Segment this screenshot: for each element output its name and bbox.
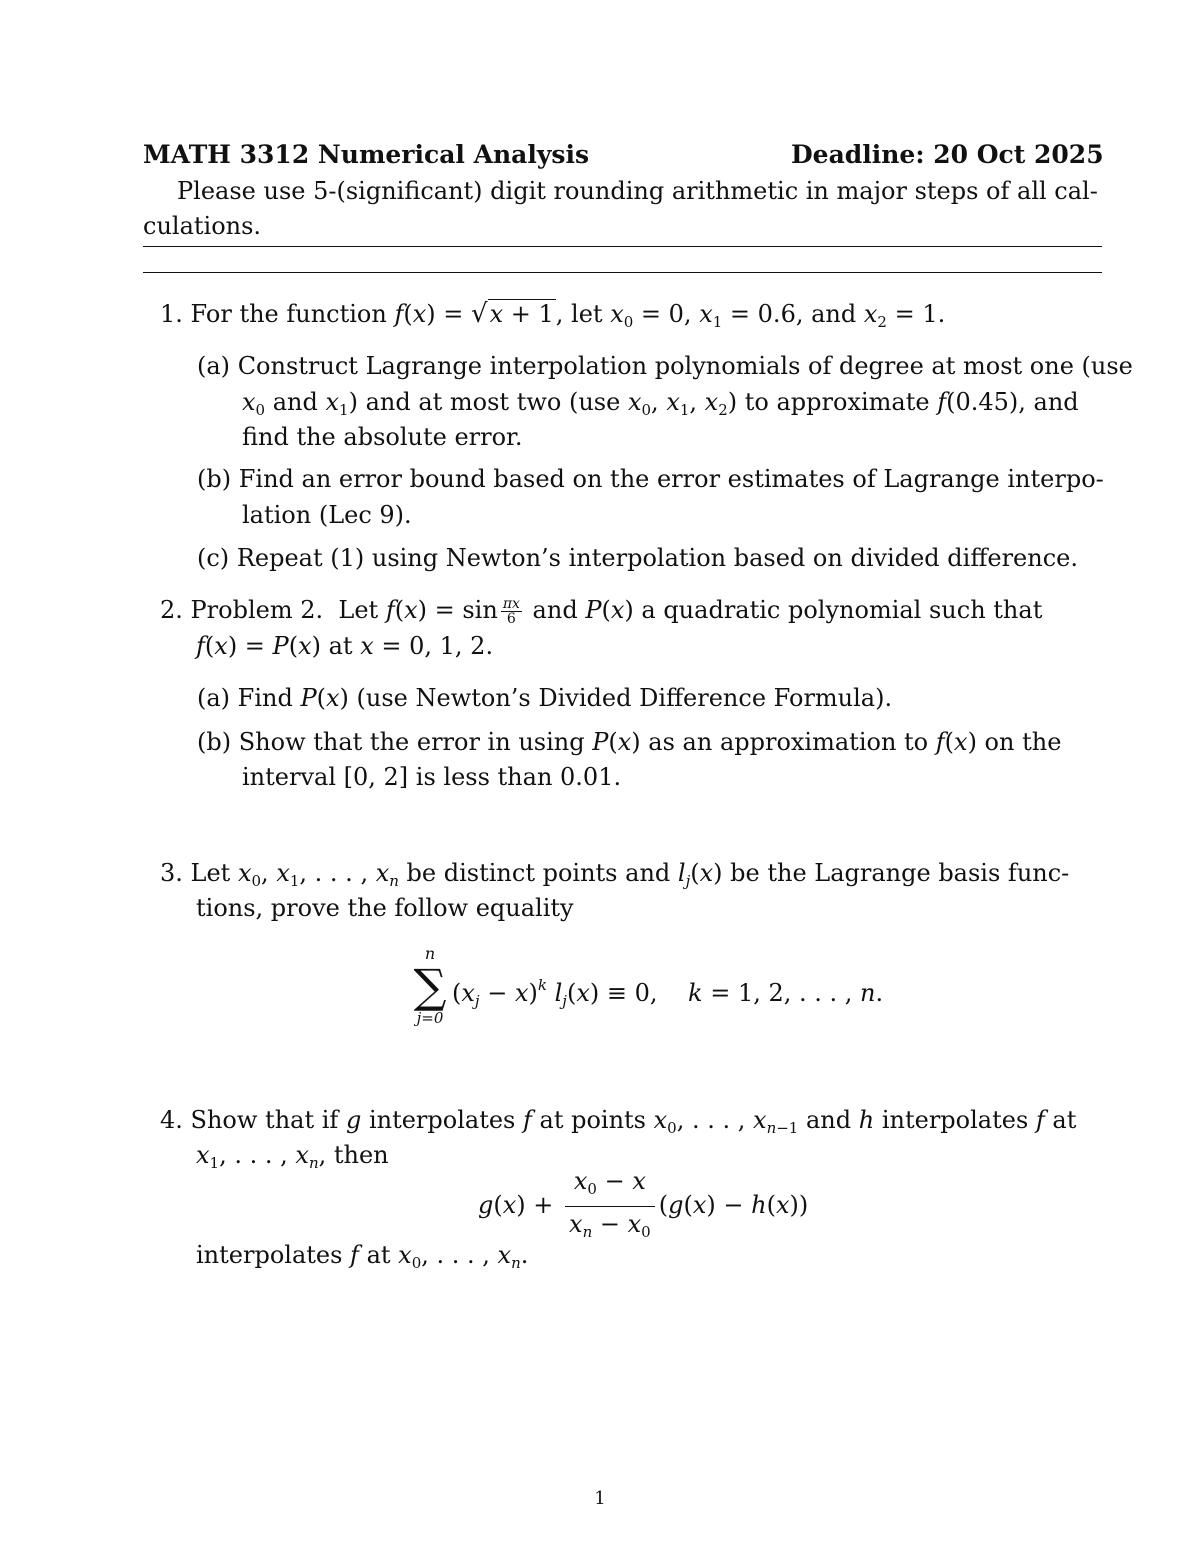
problem-2b-line-2: interval [0, 2] is less than 0.01. xyxy=(242,763,622,791)
problem-3-number: 3. xyxy=(160,859,183,887)
problem-2b-line-1: (b) Show that the error in using P(x) as an approximation to f(x) on the xyxy=(197,728,1062,756)
problem-3-line-1: 3. Let $x_0$, $x_1$, . . . , $x_n$ be distinct points and $l_j(x)$ be the Lagrange basis func- xyxy=(160,859,1070,890)
problem-2-line-2: f(x) = P(x) at x = 0, 1, 2. xyxy=(196,632,494,660)
problem-2a-line-1: (a) Find P(x) (use Newton’s Divided Difference Formula). xyxy=(197,684,893,712)
summation-symbol: n ∑ j=0 xyxy=(413,944,447,1027)
problem-2a-label: (a) xyxy=(197,684,231,712)
problem-1b-line-2: lation (Lec 9). xyxy=(242,501,412,529)
problem-1b-label: (b) xyxy=(197,465,232,493)
problem-4-number: 4. xyxy=(160,1106,183,1134)
problem-4-equation: g(x) + $\frac{x_0 - x}{x_n - x_0}$ (g(x) − h(x)) xyxy=(478,1166,808,1247)
problem-2-number: 2. xyxy=(160,596,183,624)
header-rule-bottom xyxy=(143,272,1102,273)
problem-1c-line-1 xyxy=(197,543,1078,573)
problem-1a-text: Construct Lagrange interpolation polynomials of degree at most one (use xyxy=(237,352,1133,380)
problem-1b-line-1 xyxy=(197,464,1104,494)
sqrt-symbol: √x + 1 xyxy=(471,299,554,329)
deadline: Deadline: 20 Oct 2025 xyxy=(791,140,1104,169)
problem-1a-line-1 xyxy=(197,351,1133,381)
course-title: MATH 3312 Numerical Analysis xyxy=(143,140,590,169)
problem-1a-label: (a) xyxy=(197,352,231,380)
problem-4-line-2: $x_1$, . . . , $x_n$, then xyxy=(196,1141,389,1172)
problem-4-line-3: interpolates f at $x_0$, . . . , $x_n$. xyxy=(196,1241,529,1272)
problem-2-line-1: 2. Problem 2. Let f(x) = sin $\frac{\pi x}{6}$ and P(x) a quadratic polynomial such that xyxy=(160,596,1043,627)
problem-4-fraction: $\frac{x_0 - x}{x_n - x_0}$ xyxy=(565,1166,655,1247)
instruction-line-1: Please use 5-(significant) digit rounding arithmetic in major steps of all cal- xyxy=(177,177,1098,205)
problem-1b-text: Find an error bound based on the error estimates of Lagrange interpo- xyxy=(238,465,1104,493)
problem-1a-line-3: find the absolute error. xyxy=(242,423,523,451)
problem-1a-line-2: $x_0$ and $x_1$) and at most two (use $x_0$, $x_1$, $x_2$) to approximate f(0.45), and xyxy=(242,388,1079,419)
problem-2b-label: (b) xyxy=(197,728,232,756)
problem-1-stem: 1. For the function f(x) = √x + 1, let $x_0 = 0$, $x_1 = 0.6$, and $x_2 = 1$. xyxy=(160,299,946,331)
problem-3-line-2: tions, prove the follow equality xyxy=(196,894,574,922)
problem-1c-text: Repeat (1) using Newton’s interpolation based on divided difference. xyxy=(236,544,1078,572)
pi-x-over-6-fraction: $\frac{\pi x}{6}$ xyxy=(502,596,520,627)
page-number: 1 xyxy=(594,1488,606,1509)
problem-1-stem-prefix: For the function xyxy=(190,300,395,328)
problem-3-equation: $(x_j - x)^k$ $l_j(x) \equiv 0$, k = 1, 2, . . . , n. xyxy=(452,976,884,1010)
instruction-line-2: culations. xyxy=(143,212,262,240)
problem-4-line-1: 4. Show that if g interpolates f at points $x_0$, . . . , $x_{n-1}$ and h interpolates f at xyxy=(160,1106,1077,1137)
problem-1-number: 1. xyxy=(160,300,183,328)
problem-1c-label: (c) xyxy=(197,544,230,572)
header-rule-top xyxy=(143,246,1102,247)
